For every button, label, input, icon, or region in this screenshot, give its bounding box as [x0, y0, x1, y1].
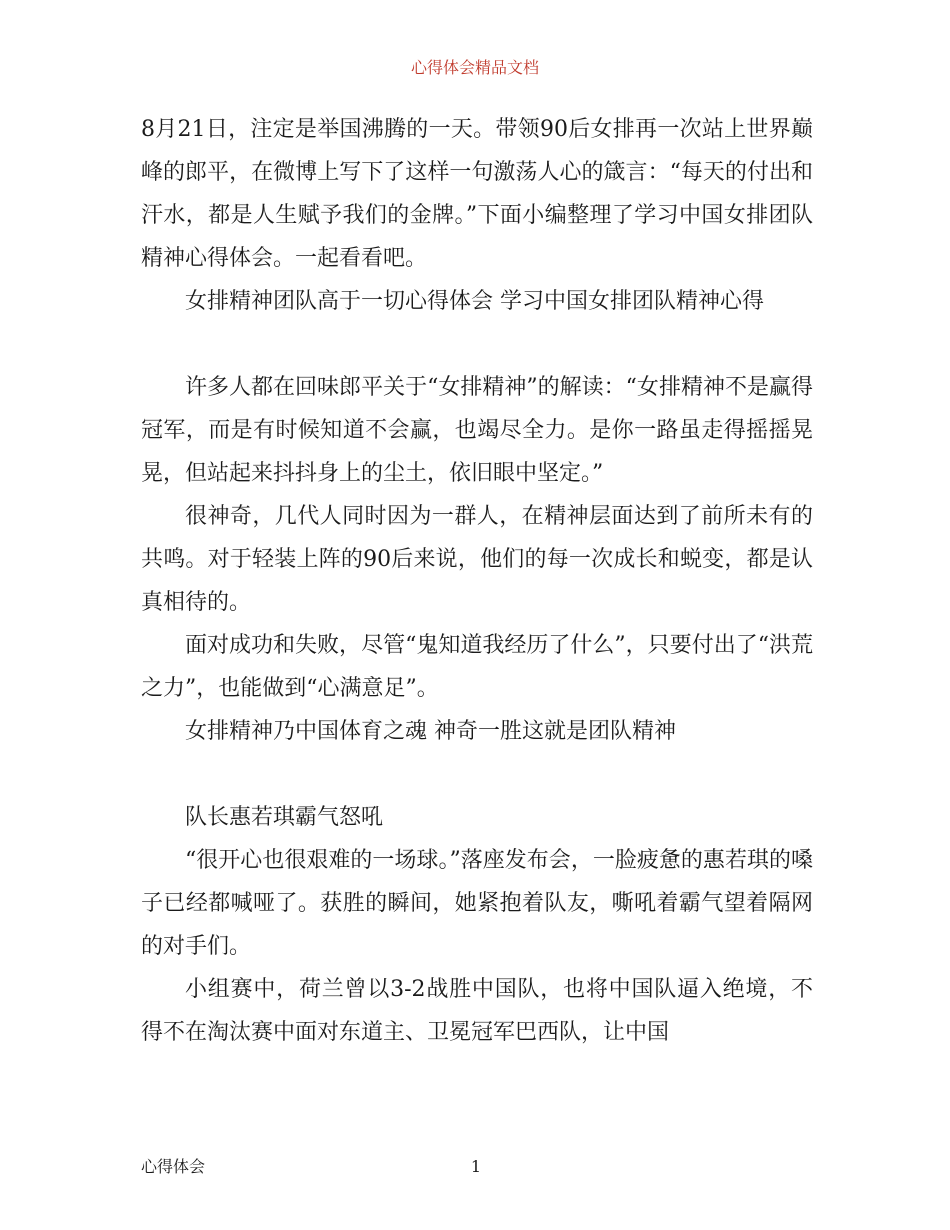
body-paragraph: 面对成功和失败，尽管“鬼知道我经历了什么”，只要付出了“洪荒之力”，也能做到“心满意足”。 [141, 633, 813, 701]
document-body [141, 108, 813, 1054]
subsection-heading: 队长惠若琪霸气怒吼 [185, 805, 384, 830]
page-number: 1 [470, 1157, 482, 1176]
blank-line [141, 753, 813, 796]
body-paragraph: 很神奇，几代人同时因为一群人，在精神层面达到了前所未有的共鸣。对于轻装上阵的90后来说，他们的每一次成长和蜕变，都是认真相待的。 [141, 504, 813, 615]
body-paragraph: 许多人都在回味郎平关于“女排精神”的解读：“女排精神不是赢得冠军，而是有时候知道不会赢，也竭尽全力。是你一路虽走得摇摇晃晃，但站起来抖抖身上的尘土，依旧眼中坚定。” [141, 375, 813, 486]
blank-line [141, 323, 813, 366]
body-paragraph: “很开心也很艰难的一场球。”落座发布会，一脸疲惫的惠若琪的嗓子已经都喊哑了。获胜的瞬间，她紧抱着队友，嘶吼着霸气望着隔网的对手们。 [141, 848, 813, 959]
section-heading: 女排精神乃中国体育之魂 神奇一胜这就是团队精神 [185, 719, 676, 744]
page-header-title: 心得体会精品文档 [410, 58, 539, 77]
body-paragraph: 小组赛中，荷兰曾以3-2战胜中国队，也将中国队逼入绝境，不得不在淘汰赛中面对东道主、卫冕冠军巴西队，让中国 [141, 977, 813, 1045]
section-heading: 女排精神团队高于一切心得体会 学习中国女排团队精神心得 [185, 289, 764, 314]
footer-label: 心得体会 [141, 1157, 206, 1176]
intro-paragraph: 8月21日，注定是举国沸腾的一天。带领90后女排再一次站上世界巅峰的郎平，在微博上写下了这样一句激荡人心的箴言：“每天的付出和汗水，都是人生赋予我们的金牌。”下面小编整理了学习中国女排团队精神心得体会。一起看看吧。 [141, 117, 813, 271]
